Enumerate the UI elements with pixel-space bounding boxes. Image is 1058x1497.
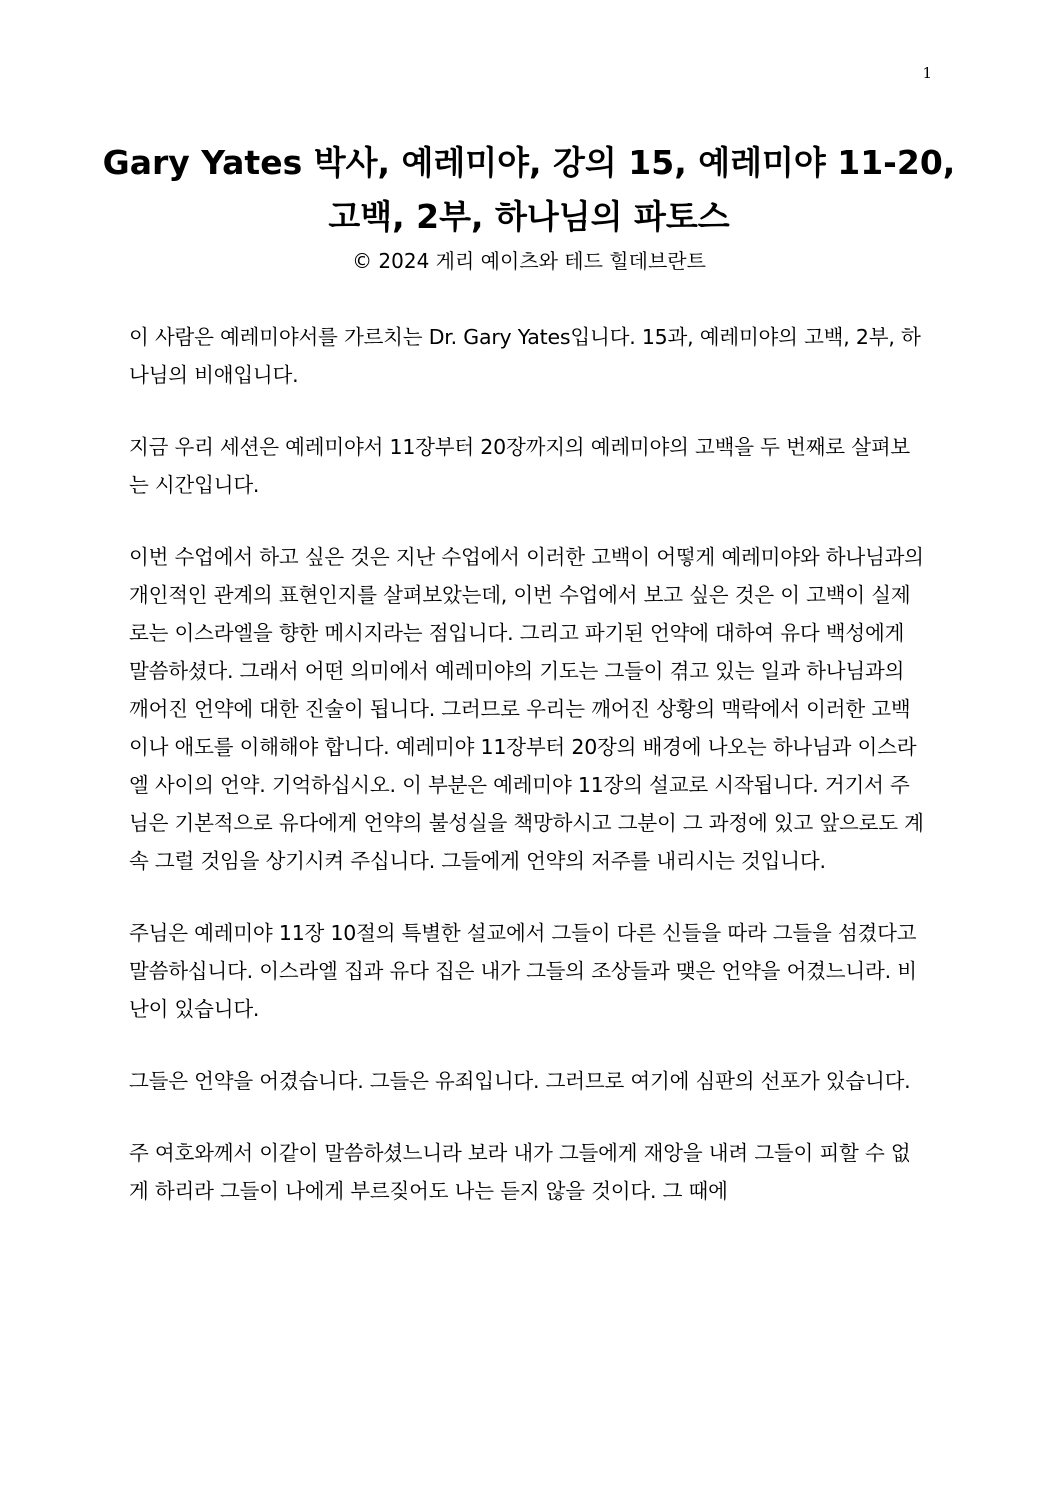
paragraph-4: 주님은 예레미야 11장 10절의 특별한 설교에서 그들이 다른 신들을 따라 그들을 섬겼다고 말씀하십니다. 이스라엘 집과 유다 집은 내가 그들의 조상들과 맺은 언약을 어겼느니라. 비난이 있습니다.	[129, 921, 917, 1021]
paragraph-2: 지금 우리 세션은 예레미야서 11장부터 20장까지의 예레미야의 고백을 두 번째로 살펴보는 시간입니다.	[129, 435, 911, 497]
copyright-line: © 2024 게리 예이츠와 테드 힐데브란트	[352, 249, 706, 273]
paragraph-3: 이번 수업에서 하고 싶은 것은 지난 수업에서 이러한 고백이 어떻게 예레미야와 하나님과의 개인적인 관계의 표현인지를 살펴보았는데, 이번 수업에서 보고 싶은 것은 이 고백이 실제로는 이스라엘을 향한 메시지라는 점입니다. 그리고 파기된 언약에 대하여 유다 백성에게 말씀하셨다. 그래서 어떤 의미에서 예레미야의 기도는 그들이 겪고 있는 일과 하나님과의 깨어진 언약에 대한 진술이 됩니다. 그러므로 우리는 깨어진 상황의 맥락에서 이러한 고백이나 애도를 이해해야 합니다. 예레미야 11장부터 20장의 배경에 나오는 하나님과 이스라엘 사이의 언약. 기억하십시오. 이 부분은 예레미야 11장의 설교로 시작됩니다. 거기서 주님은 기본적으로 유다에게 언약의 불성실을 책망하시고 그분이 그 과정에 있고 앞으로도 계속 그럴 것임을 상기시켜 주십니다. 그들에게 언약의 저주를 내리시는 것입니다.	[129, 545, 924, 873]
paragraph-1: 이 사람은 예레미야서를 가르치는 Dr. Gary Yates입니다. 15과, 예레미야의 고백, 2부, 하나님의 비애입니다.	[129, 325, 921, 387]
page-number: 1	[922, 64, 932, 82]
document-title: Gary Yates 박사, 예레미야, 강의 15, 예레미야 11-20, 고백, 2부, 하나님의 파토스	[102, 143, 956, 236]
title-block	[100, 136, 958, 276]
paragraph-5: 그들은 언약을 어겼습니다. 그들은 유죄입니다. 그러므로 여기에 심판의 선포가 있습니다.	[129, 1069, 911, 1093]
document-body	[129, 318, 929, 1244]
paragraph-6: 주 여호와께서 이같이 말씀하셨느니라 보라 내가 그들에게 재앙을 내려 그들이 피할 수 없게 하리라 그들이 나에게 부르짖어도 나는 듣지 않을 것이다. 그 때에	[129, 1141, 911, 1203]
